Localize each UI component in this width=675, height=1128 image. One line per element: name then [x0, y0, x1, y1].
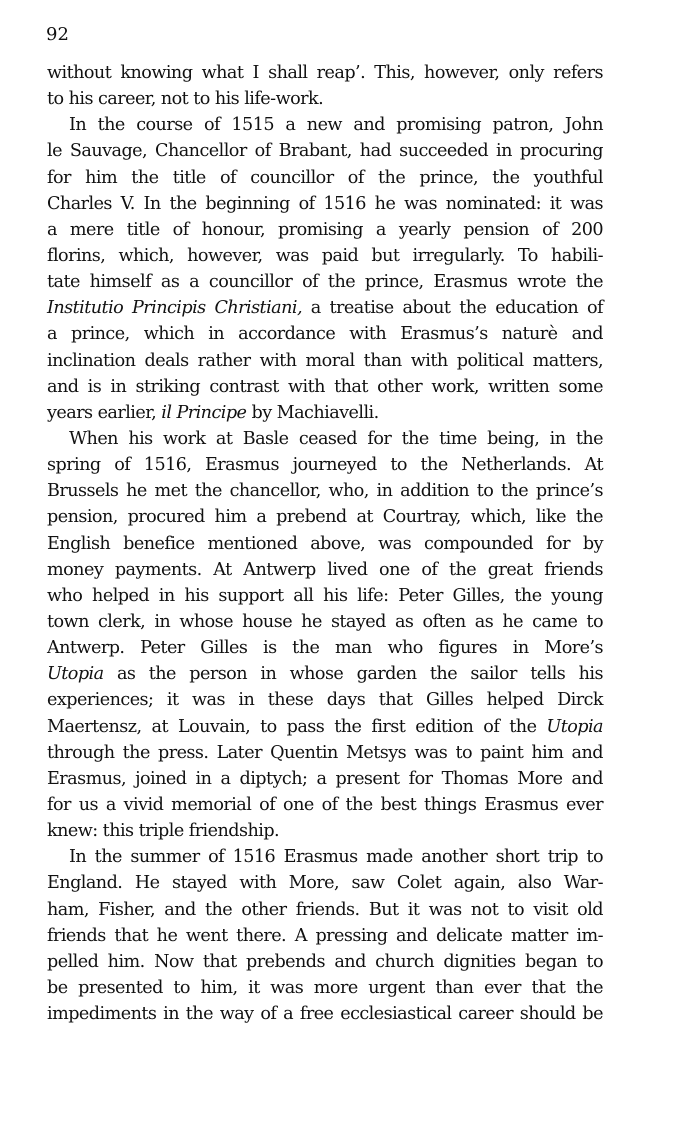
- book-title-italic: Institutio Principis Christiani,: [47, 298, 302, 319]
- text-line: be presented to him, it was more urgent than ever that the: [47, 977, 603, 998]
- book-title-italic: Utopia: [546, 716, 603, 737]
- text-line: Charles V. In the beginning of 1516 he was nominated: it was: [47, 193, 603, 214]
- text-line: pelled him. Now that prebends and church dignities began to: [47, 951, 603, 972]
- paragraph-first-line: When his work at Basle ceased for the time being, in the: [69, 428, 603, 449]
- text-line: ham, Fisher, and the other friends. But it was not to visit old: [47, 899, 603, 920]
- page-number: 92: [46, 24, 69, 45]
- text-line: impediments in the way of a free ecclesiastical career should be: [47, 1004, 603, 1025]
- text-line: years earlier, il Principe by Machiavelli.: [47, 402, 379, 423]
- text-line: Brussels he met the chancellor, who, in addition to the prince’s: [47, 481, 603, 502]
- text-line: Antwerp. Peter Gilles is the man who figures in More’s: [47, 638, 603, 659]
- paragraph-first-line: In the summer of 1516 Erasmus made another short trip to: [69, 847, 603, 868]
- paragraph-first-line: In the course of 1515 a new and promising patron, John: [69, 115, 603, 136]
- text-line: Erasmus, joined in a diptych; a present for Thomas More and: [47, 768, 603, 789]
- text-line: without knowing what I shall reap’. This, however, only refers: [47, 63, 603, 83]
- text-line: pension, procured him a prebend at Courtray, which, like the: [47, 507, 603, 528]
- text-line: for him the title of councillor of the prince, the youthful: [47, 167, 603, 188]
- text-line: to his career, not to his life-work.: [47, 89, 324, 110]
- text-line: England. He stayed with More, saw Colet again, also War-: [47, 873, 603, 894]
- text-line: tate himself as a councillor of the prince, Erasmus wrote the: [47, 272, 603, 293]
- text-line: experiences; it was in these days that Gilles helped Dirck: [47, 690, 603, 711]
- text-line: through the press. Later Quentin Metsys was to paint him and: [47, 742, 603, 763]
- text-line: and is in striking contrast with that other work, written some: [47, 376, 603, 397]
- text-line: town clerk, in whose house he stayed as often as he came to: [47, 611, 603, 632]
- book-title-italic: il Principe: [161, 402, 247, 423]
- text-line: Utopia as the person in whose garden the sailor tells his: [47, 664, 603, 685]
- text-line: friends that he went there. A pressing and delicate matter im-: [47, 925, 603, 946]
- book-title-italic: Utopia: [47, 664, 104, 685]
- body-text: [47, 60, 603, 1027]
- text-line: a mere title of honour, promising a yearly pension of 200: [47, 219, 603, 240]
- text-line: knew: this triple friendship.: [47, 821, 280, 842]
- text-line: a prince, which in accordance with Erasmus’s naturè and: [47, 324, 603, 345]
- text-line: for us a vivid memorial of one of the best things Erasmus ever: [47, 794, 603, 815]
- text-line: who helped in his support all his life: Peter Gilles, the young: [47, 585, 603, 606]
- text-line: Institutio Principis Christiani, a treatise about the education of: [47, 298, 604, 319]
- text-line: English benefice mentioned above, was compounded for by: [47, 533, 603, 554]
- text-line: Maertensz, at Louvain, to pass the first edition of the Utopia: [47, 716, 603, 737]
- text-line: inclination deals rather with moral than with political matters,: [47, 350, 603, 371]
- text-line: money payments. At Antwerp lived one of the great friends: [47, 559, 603, 580]
- text-line: le Sauvage, Chancellor of Brabant, had succeeded in procuring: [47, 141, 603, 162]
- text-line: spring of 1516, Erasmus journeyed to the Netherlands. At: [47, 455, 603, 476]
- text-line: florins, which, however, was paid but irregularly. To habili-: [47, 245, 603, 266]
